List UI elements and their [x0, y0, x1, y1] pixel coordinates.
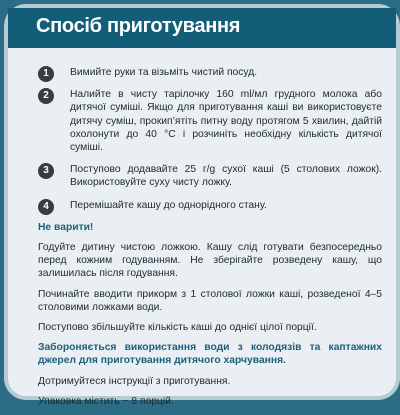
header-bar [8, 8, 396, 48]
step-number-badge: 4 [38, 199, 54, 215]
water-warning: Забороняється використання води з колодязів та каптажних джерел для приготування дитячого харчування. [38, 342, 382, 367]
step-number-badge: 1 [38, 66, 54, 82]
step-3 [38, 163, 382, 189]
feeding-paragraph: Годуйте дитину чистою ложкою. Кашу слід готувати безпосередньо перед кожним годуванням. Не зберігайте розведену кашу, що залишилась після годування. [38, 242, 382, 280]
package-portions: Упаковка містить ~ 8 порцій. [38, 395, 174, 407]
instructions-content [38, 66, 382, 415]
step-2 [38, 88, 382, 154]
step-text: Перемішайте кашу до однорідного стану. [70, 199, 267, 211]
step-number-badge: 3 [38, 163, 54, 179]
introduction-paragraph: Починайте вводити прикорм з 1 столової ложки каші, розведеної 4–5 столовими ложками води. [38, 288, 382, 313]
step-text: Вимийте руки та візьміть чистий посуд. [70, 67, 258, 78]
section-title: Спосіб приготування [36, 15, 241, 37]
step-1 [38, 66, 382, 79]
instructions-panel [4, 4, 400, 407]
no-boil-warning: Не варити! [38, 221, 94, 233]
portion-paragraph: Поступово збільшуйте кількість каші до однієї цілої порції. [38, 322, 317, 334]
step-text: Поступово додавайте 25 г/g сухої каші (5 столових ложок). Використовуйте суху чисту ложку. [70, 164, 382, 189]
step-4 [38, 199, 382, 212]
step-number-badge: 2 [38, 88, 54, 104]
step-text: Налийте в чисту тарілочку 160 ml/мл грудного молока або дитячої суміші. Якщо для приготування каші ви використовуєте дитячу суміш, прокип’ятіть питну воду протягом 5 хвилин, дайтій охолонути до 40 °C і розчиніть необхідну кількість дитячої суміші. [70, 89, 382, 154]
follow-instructions: Дотримуйтеся інструкції з приготування. [38, 375, 231, 387]
